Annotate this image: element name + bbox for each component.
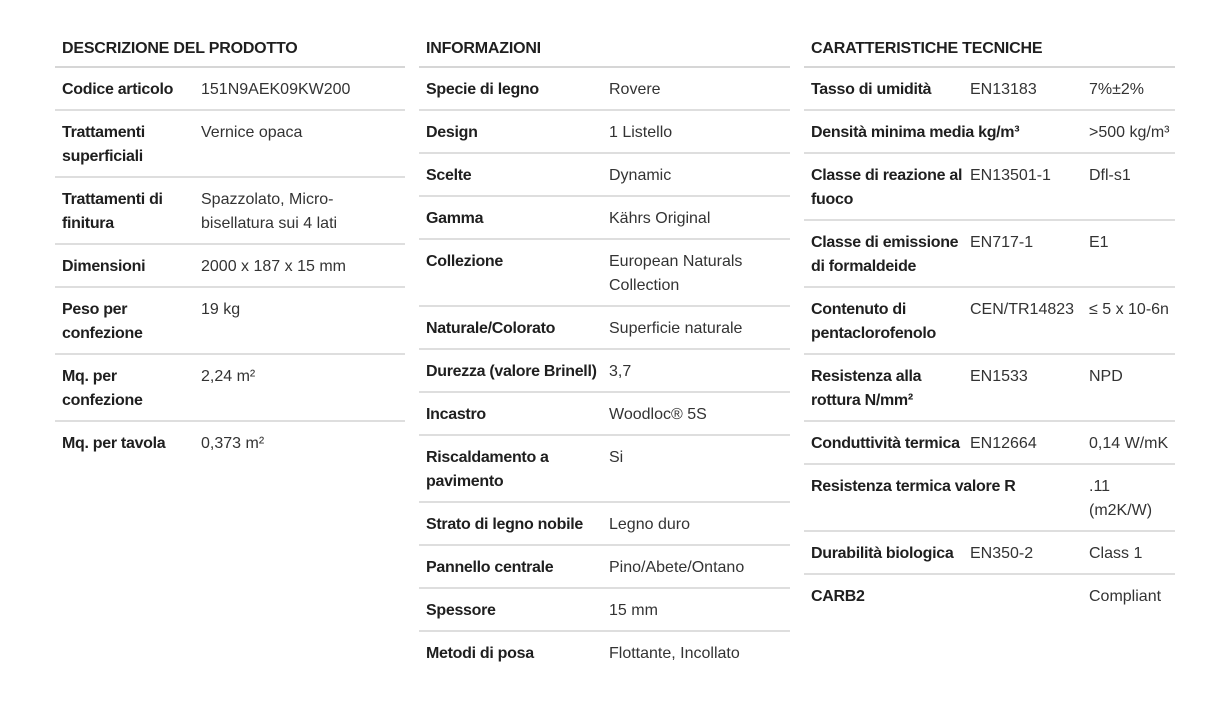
row-label: CARB2 (811, 588, 865, 605)
row-value: E1 (1089, 234, 1109, 251)
row-label: Metodi di posa (426, 645, 534, 662)
row-method: EN13501-1 (970, 167, 1051, 184)
section-informazioni (419, 0, 790, 673)
table-row (804, 68, 1175, 111)
table-row (55, 111, 405, 178)
row-label: Collezione (426, 253, 504, 270)
row-value: 3,7 (609, 363, 632, 380)
row-label: Tasso di umidità (811, 81, 932, 98)
row-label: Mq. per confezione (62, 368, 143, 409)
row-value: .11 (m2K/W) (1089, 478, 1153, 519)
table-row (55, 288, 405, 355)
row-label: Resistenza termica valore R (811, 478, 1016, 495)
row-value: Woodloc® 5S (609, 406, 707, 423)
section-caratteristiche (804, 0, 1175, 616)
row-value: 15 mm (609, 602, 658, 619)
table-row (419, 68, 790, 111)
table-row (55, 355, 405, 422)
table-row (804, 111, 1175, 154)
row-label: Trattamenti di finitura (62, 191, 163, 232)
row-label: Conduttività termica (811, 435, 960, 452)
row-label: Pannello centrale (426, 559, 554, 576)
row-value: 19 kg (201, 301, 241, 318)
table-row (55, 178, 405, 245)
row-value: Compliant (1089, 588, 1162, 605)
table-row (419, 632, 790, 673)
row-label: Strato di legno nobile (426, 516, 583, 533)
row-value: European Naturals Collection (609, 253, 743, 294)
table-row (804, 288, 1175, 355)
table-row (419, 589, 790, 632)
row-value: Rovere (609, 81, 661, 98)
row-value: 0,14 W/mK (1089, 435, 1169, 452)
row-label: Resistenza alla rottura N/mm² (811, 368, 922, 409)
row-value: Legno duro (609, 516, 690, 533)
table-row (419, 350, 790, 393)
row-value: Spazzolato, Micro-bisellatura sui 4 lati (201, 191, 338, 232)
row-method: CEN/TR14823 (970, 301, 1075, 318)
table-row (804, 465, 1175, 532)
table-row (55, 422, 405, 463)
row-label: Codice articolo (62, 81, 174, 98)
table-row (804, 532, 1175, 575)
row-method: EN12664 (970, 435, 1037, 452)
row-label: Incastro (426, 406, 486, 423)
row-value: Pino/Abete/Ontano (609, 559, 745, 576)
row-method (970, 585, 1089, 609)
row-label: Scelte (426, 167, 472, 184)
table-row (419, 307, 790, 350)
row-label: Dimensioni (62, 258, 146, 275)
row-value: Dynamic (609, 167, 672, 184)
table-row (419, 546, 790, 589)
table-row (804, 575, 1175, 616)
row-value: Flottante, Incollato (609, 645, 740, 662)
table-row (419, 436, 790, 503)
row-value: Superficie naturale (609, 320, 743, 337)
table-row (419, 111, 790, 154)
row-label: Classe di emissione di formaldeide (811, 234, 959, 275)
table-row (419, 393, 790, 436)
row-value: 7%±2% (1089, 81, 1145, 98)
row-label: Trattamenti superficiali (62, 124, 145, 165)
row-label: Classe di reazione al fuoco (811, 167, 963, 208)
row-label: Durabilità biologica (811, 545, 954, 562)
row-value: Kährs Original (609, 210, 711, 227)
table-row (419, 503, 790, 546)
table-row (804, 355, 1175, 422)
row-label: Densità minima media kg/m³ (811, 124, 1020, 141)
section-title: INFORMAZIONI (419, 0, 790, 68)
row-value: 0,373 m² (201, 435, 265, 452)
row-value: Si (609, 449, 624, 466)
row-label: Specie di legno (426, 81, 539, 98)
row-value: Class 1 (1089, 545, 1143, 562)
table-row (804, 221, 1175, 288)
row-value: 151N9AEK09KW200 (201, 81, 351, 98)
row-label: Naturale/Colorato (426, 320, 556, 337)
row-value: >500 kg/m³ (1089, 124, 1170, 141)
table-row (419, 197, 790, 240)
table-row (804, 422, 1175, 465)
row-label: Durezza (valore Brinell) (426, 363, 597, 380)
row-value: NPD (1089, 368, 1123, 385)
row-label: Mq. per tavola (62, 435, 166, 452)
row-method: EN717-1 (970, 234, 1034, 251)
row-value: 1 Listello (609, 124, 673, 141)
section-descrizione (55, 0, 405, 463)
row-label: Peso per confezione (62, 301, 143, 342)
table-row (804, 154, 1175, 221)
table-row (419, 154, 790, 197)
row-label: Design (426, 124, 478, 141)
table-row (55, 68, 405, 111)
row-label: Gamma (426, 210, 484, 227)
table-row (55, 245, 405, 288)
row-value: Dfl-s1 (1089, 167, 1131, 184)
section-title: DESCRIZIONE DEL PRODOTTO (55, 0, 405, 68)
table-row (419, 240, 790, 307)
section-title: CARATTERISTICHE TECNICHE (804, 0, 1175, 68)
row-label: Spessore (426, 602, 496, 619)
row-method: EN350-2 (970, 545, 1034, 562)
row-value: 2000 x 187 x 15 mm (201, 258, 346, 275)
row-method: EN13183 (970, 81, 1037, 98)
row-method: EN1533 (970, 368, 1028, 385)
row-value: ≤ 5 x 10-6n (1089, 301, 1169, 318)
row-label: Contenuto di pentaclorofenolo (811, 301, 936, 342)
row-value: 2,24 m² (201, 368, 256, 385)
row-label: Riscaldamento a pavimento (426, 449, 549, 490)
row-value: Vernice opaca (201, 124, 303, 141)
